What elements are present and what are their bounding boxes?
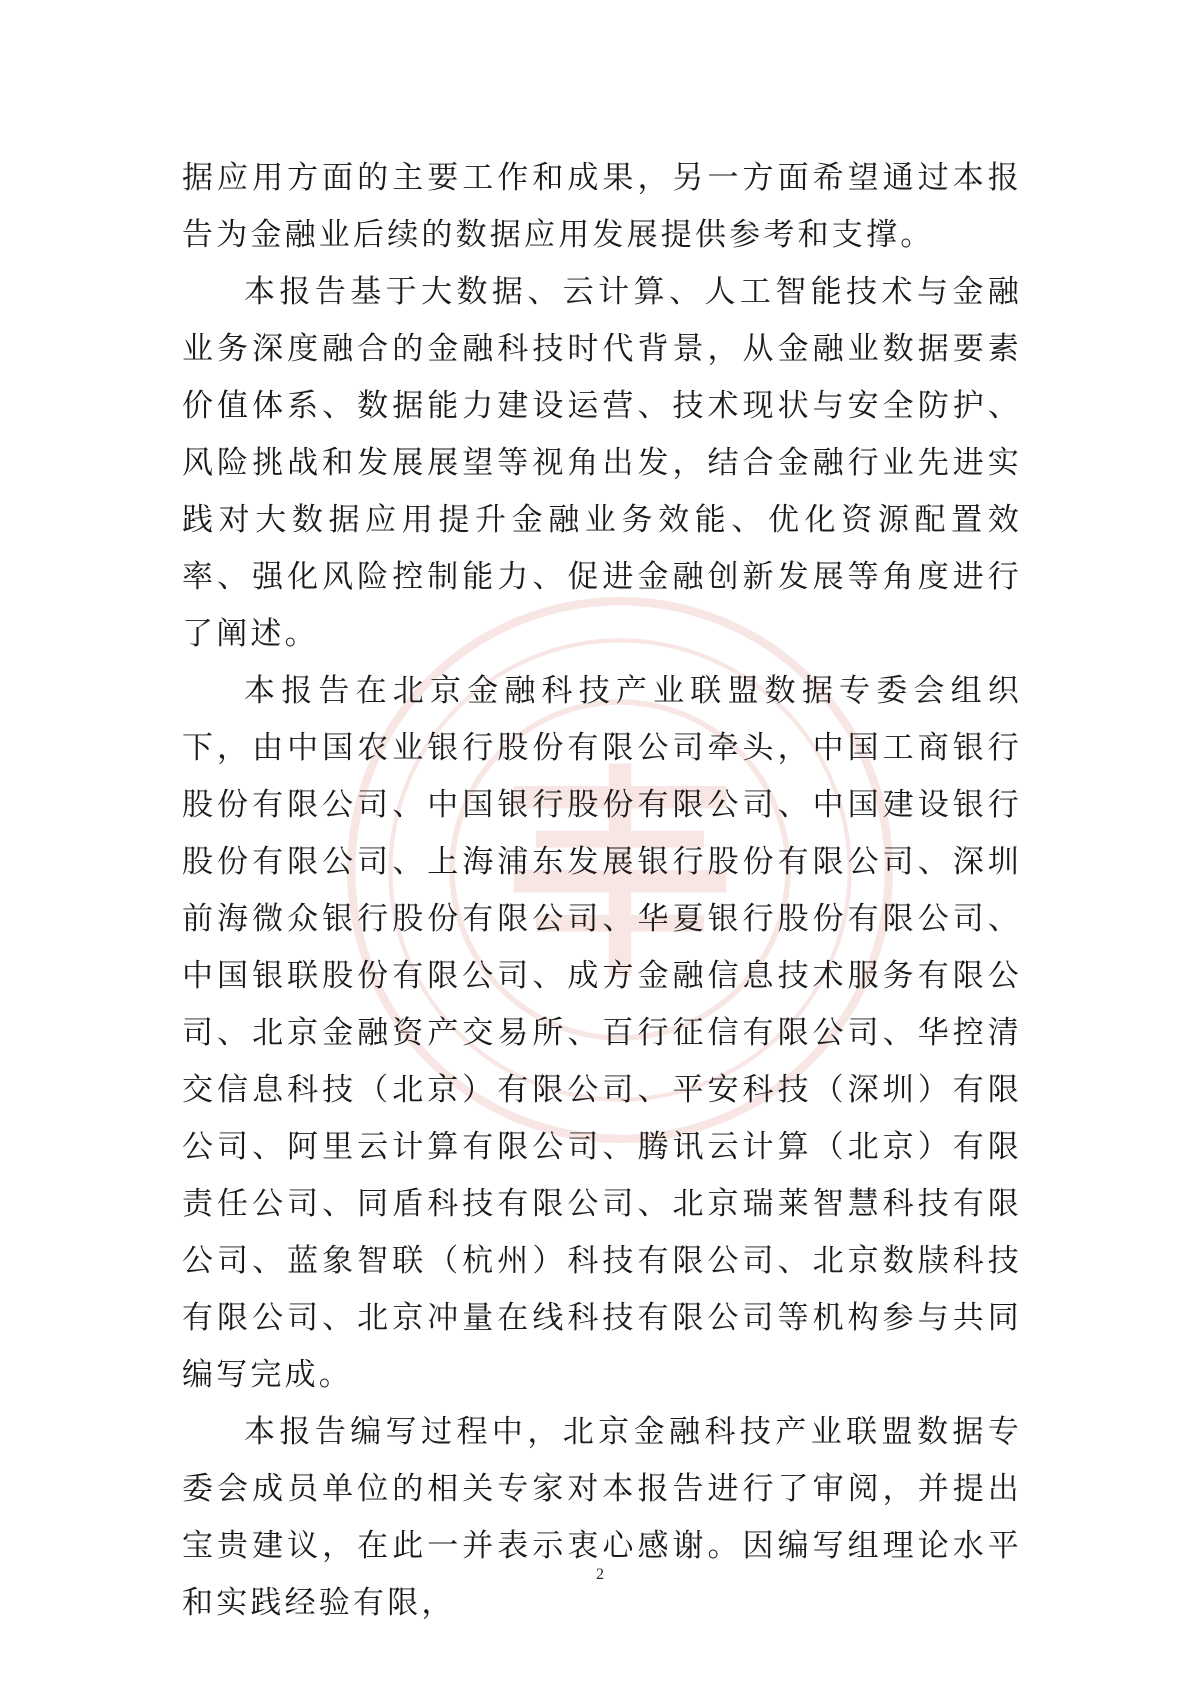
report-body — [182, 150, 1022, 1632]
paragraph-continued: 据应用方面的主要工作和成果，另一方面希望通过本报告为金融业后续的数据应用发展提供参考和支撑。 — [182, 160, 1022, 253]
paragraph-acknowledgement: 本报告编写过程中，北京金融科技产业联盟数据专委会成员单位的相关专家对本报告进行了审阅，并提出宝贵建议，在此一并表示衷心感谢。因编写组理论水平和实践经验有限， — [182, 1414, 1022, 1621]
page-number: 2 — [596, 1566, 604, 1583]
paragraph-background: 本报告基于大数据、云计算、人工智能技术与金融业务深度融合的金融科技时代背景，从金融业数据要素价值体系、数据能力建设运营、技术现状与安全防护、风险挑战和发展展望等视角出发，结合金融行业先进实践对大数据应用提升金融业务效能、优化资源配置效率、强化风险控制能力、促进金融创新发展等角度进行了阐述。 — [182, 274, 1022, 652]
paragraph-contributors: 本报告在北京金融科技产业联盟数据专委会组织下，由中国农业银行股份有限公司牵头，中国工商银行股份有限公司、中国银行股份有限公司、中国建设银行股份有限公司、上海浦东发展银行股份有限公司、深圳前海微众银行股份有限公司、华夏银行股份有限公司、中国银联股份有限公司、成方金融信息技术服务有限公司、北京金融资产交易所、百行征信有限公司、华控清交信息科技（北京）有限公司、平安科技（深圳）有限公司、阿里云计算有限公司、腾讯云计算（北京）有限责任公司、同盾科技有限公司、北京瑞莱智慧科技有限公司、蓝象智联（杭州）科技有限公司、北京数牍科技有限公司、北京冲量在线科技有限公司等机构参与共同编写完成。 — [182, 673, 1022, 1393]
